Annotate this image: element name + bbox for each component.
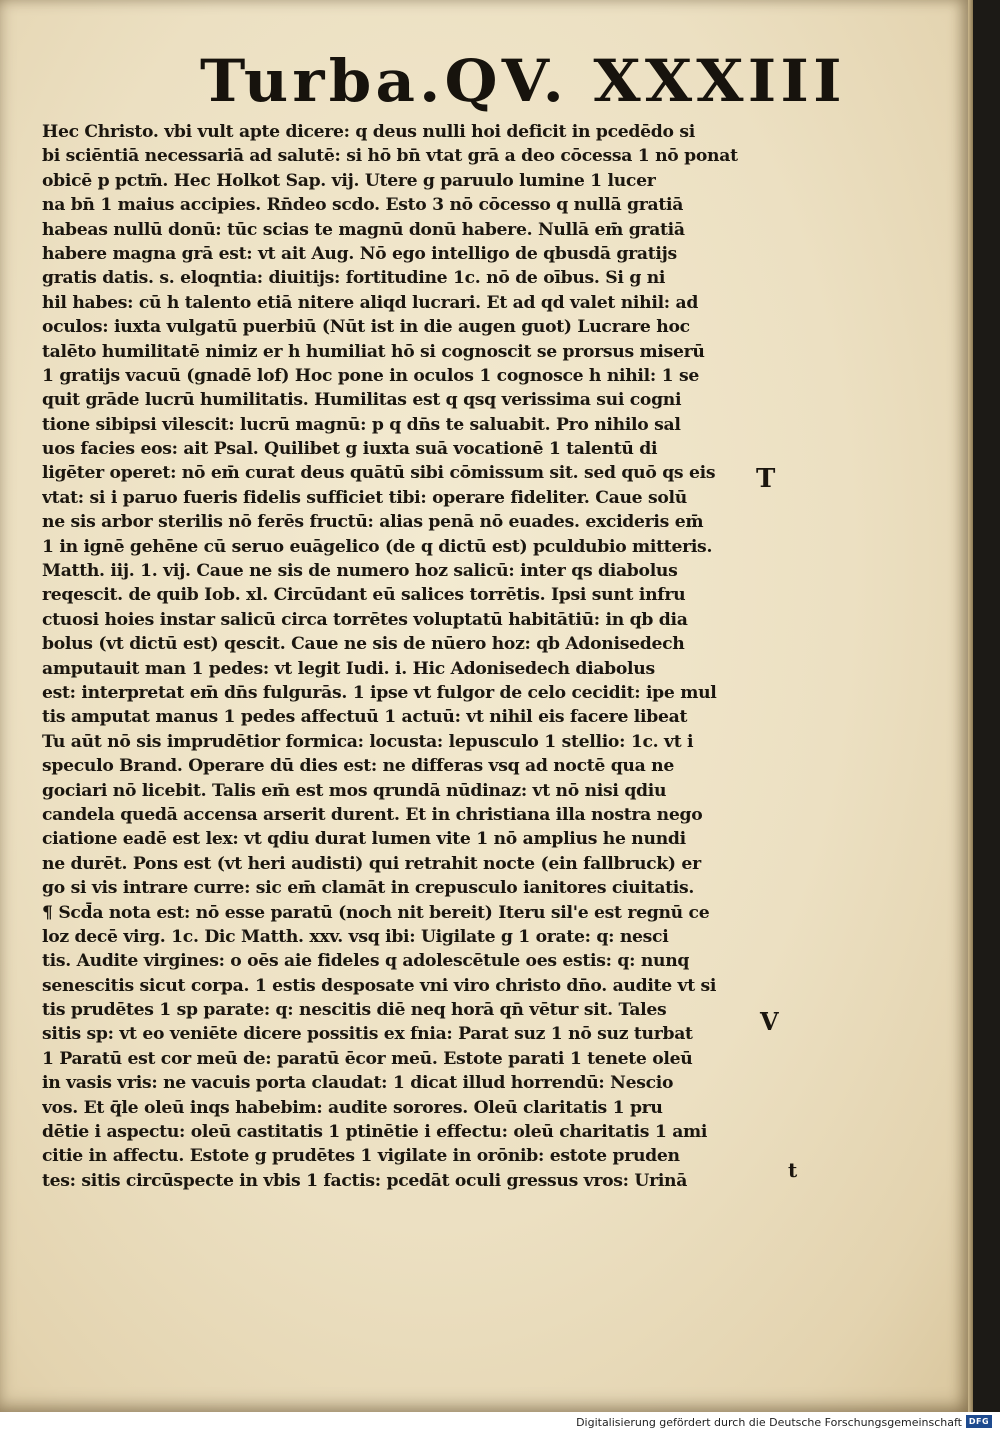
text-line: est: interpretat em̄ dn̄s fulgurās. 1 ipse vt fulgor de celo cecidit: ipe mul (42, 682, 717, 703)
text-line: candela quedā accensa arserit durent. Et in christiana illa nostra nego (42, 804, 703, 825)
text-line: ne durēt. Pons est (vt heri audisti) qui retrahit nocte (ein fallbruck) er (42, 853, 701, 874)
text-line: ctuosi hoies instar salicū circa torrētes voluptatū habitātiū: in qb dia (42, 609, 688, 630)
text-line: vos. Et q̄le oleū inqs habebim: audite sorores. Oleū claritatis 1 pru (42, 1097, 663, 1118)
text-line: bolus (vt dictū est) qescit. Caue ne sis de nūero hoz: qb Adonisedech (42, 634, 685, 655)
text-line: go si vis intrare curre: sic em̄ clamāt in crepusculo ianitores ciuitatis. (42, 878, 695, 899)
page-edge (968, 0, 973, 1412)
text-line: tione sibipsi vilescit: lucrū magnū: p q dn̄s te saluabit. Pro nihilo sal (42, 414, 681, 435)
margin-mark: V (760, 1007, 779, 1036)
text-line: 1 in ignē gehēne cū seruo euāgelico (de q dictū est) pculdubio mitteris. (42, 536, 713, 557)
text-line: Tu aūt nō sis imprudētior formica: locusta: lepusculo 1 stellio: 1c. vt i (42, 731, 694, 752)
text-line: gratis datis. s. eloqntia: diuitijs: fortitudine 1c. nō de oībus. Si g ni (42, 268, 666, 289)
text-line: dētie i aspectu: oleū castitatis 1 ptinētie i effectu: oleū charitatis 1 ami (42, 1122, 708, 1143)
text-line: 1 Paratū est cor meū de: paratū ēcor meū. Estote parati 1 tenete oleū (42, 1048, 693, 1069)
text-line: bi sciēntiā necessariā ad salutē: si hō bn̄ vtat grā a deo cōcessa 1 nō ponat (42, 146, 738, 167)
text-line: amputauit man 1 pedes: vt legit Iudi. i. Hic Adonisedech diabolus (42, 658, 655, 679)
text-line: reqescit. de quib Iob. xl. Circūdant eū salices torrētis. Ipsi sunt infru (42, 585, 686, 606)
text-line: gociari nō licebit. Talis em̄ est mos qrundā nūdinaz: vt nō nisi qdiu (42, 780, 667, 801)
text-line: tis amputat manus 1 pedes affectuū 1 actuū: vt nihil eis facere libeat (42, 707, 688, 728)
text-line: hil habes: cū h talento etiā nitere aliqd lucrari. Et ad qd valet nihil: ad (42, 292, 699, 313)
text-line: uos facies eos: ait Psal. Quilibet g iuxta suā vocationē 1 talentū di (42, 439, 658, 460)
text-line: obicē p pctm̄. Hec Holkot Sap. vij. Utere g paruulo lumine 1 lucer (42, 170, 656, 191)
text-line: quit grāde lucrū humilitatis. Humilitas est q qsq verissima sui cogni (42, 390, 682, 411)
dfg-logo: DFG (966, 1415, 992, 1428)
text-line: 1 gratijs vacuū (gnadē lof) Hoc pone in oculos 1 cognosce h nihil: 1 se (42, 365, 699, 386)
text-line: vtat: si i paruo fueris fidelis sufficiet tibi: operare fideliter. Caue solū (42, 487, 687, 508)
text-line: tis prudētes 1 sp parate: q: nescitis diē neq horā qn̄ vētur sit. Tales (42, 1000, 667, 1021)
text-line: Matth. iij. 1. vij. Caue ne sis de numero hoz salicū: inter qs diabolus (42, 561, 678, 582)
text-line: sitis sp: vt eo veniēte dicere possitis ex fnia: Parat suz 1 nō suz turbat (42, 1024, 693, 1045)
funding-credit: Digitalisierung gefördert durch die Deutsche Forschungsgemeinschaft (576, 1416, 962, 1429)
text-line: senescitis sicut corpa. 1 estis desposate vni viro christo dn̄o. audite vt si (42, 975, 717, 996)
text-line: oculos: iuxta vulgatū puerbiū (Nūt ist in die augen guot) Lucrare hoc (42, 317, 690, 338)
margin-mark: t (788, 1158, 798, 1182)
text-line: na bn̄ 1 maius accipies. Rn̄deo scdo. Esto 3 nō cōcesso q nullā gratiā (42, 195, 684, 216)
margin-mark: T (756, 464, 776, 494)
text-line: ciatione eadē est lex: vt qdiu durat lumen vite 1 nō amplius he nundi (42, 829, 686, 850)
text-line: citie in affectu. Estote g prudētes 1 vigilate in orōnib: estote pruden (42, 1146, 680, 1167)
text-line: ¶ Scd̄a nota est: nō esse paratū (noch nit bereit) Iteru sil'e est regnū ce (42, 902, 710, 923)
text-line: speculo Brand. Operare dū dies est: ne differas vsq ad noctē qua ne (42, 756, 674, 777)
text-line: talēto humilitatē nimiz er h humiliat hō si cognoscit se prorsus miserū (42, 341, 705, 362)
text-line: in vasis vris: ne vacuis porta claudat: 1 dicat illud horrendū: Nescio (42, 1073, 674, 1094)
text-line: ne sis arbor sterilis nō ferēs fructū: alias penā nō euades. excideris em̄ (42, 512, 704, 533)
text-line: loz decē virg. 1c. Dic Matth. xxv. vsq ibi: Uigilate g 1 orate: q: nesci (42, 926, 669, 947)
body-text (42, 120, 772, 1193)
footer-bar (0, 1412, 1000, 1433)
text-line: Hec Christo. vbi vult apte dicere: q deus nulli hoi deficit in pcedēdo si (42, 122, 695, 142)
text-line: habeas nullū donū: tūc scias te magnū donū habere. Nullā em̄ gratiā (42, 219, 685, 240)
text-line: habere magna grā est: vt ait Aug. Nō ego intelligo de qbusdā gratijs (42, 243, 677, 264)
text-line: ligēter operet: nō em̄ curat deus quātū sibi cōmissum sit. sed quō qs eis (42, 463, 716, 484)
text-line: tis. Audite virgines: o oēs aie fideles q adolescētule oes estis: q: nunq (42, 951, 690, 972)
running-title: Turba.QV. XXXIII (200, 47, 846, 115)
text-line: tes: sitis circūspecte in vbis 1 factis: pcedāt oculi gressus vros: Urinā (42, 1170, 688, 1191)
